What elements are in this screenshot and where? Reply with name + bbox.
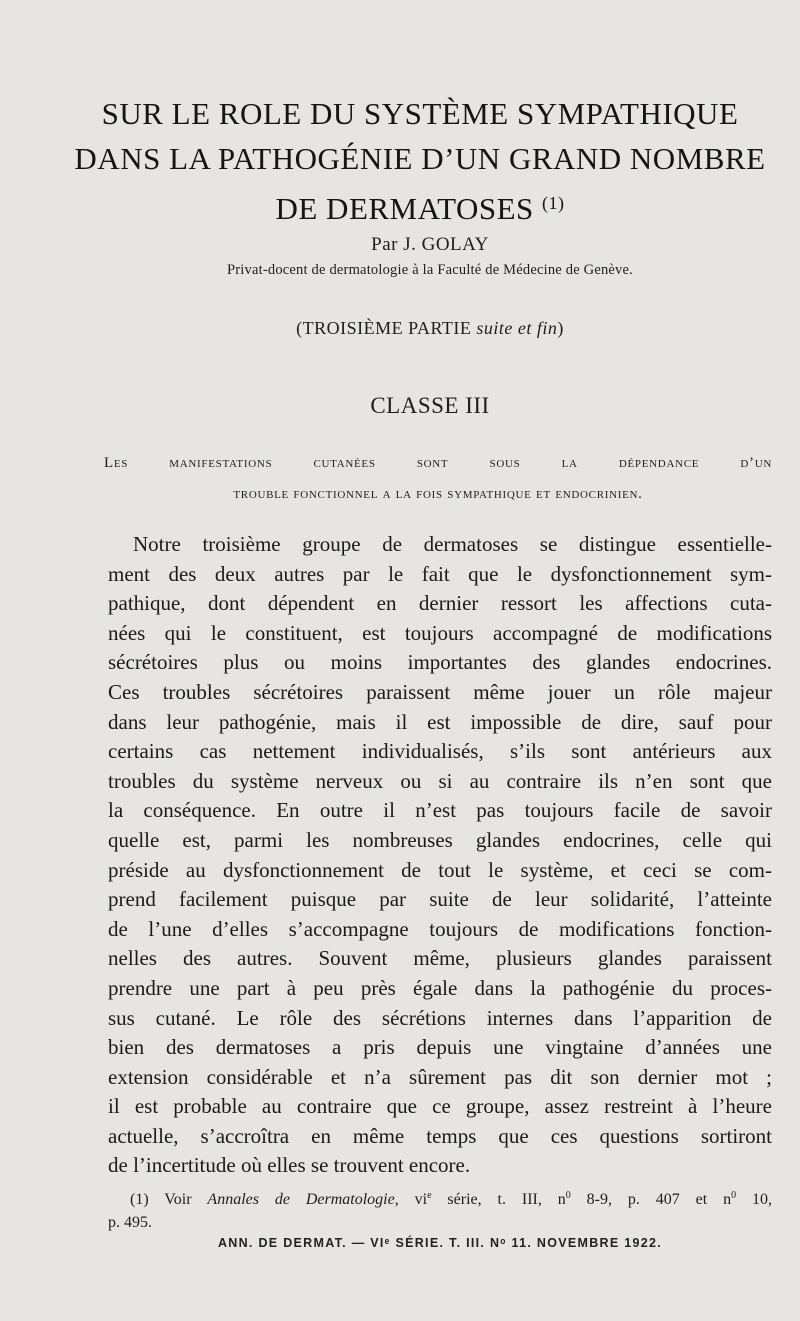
body-line: de l’une d’elles s’accompagne toujours de modifications fonction- <box>108 916 772 941</box>
footnote <box>108 1184 772 1234</box>
author: Par J. GOLAY <box>371 234 489 255</box>
body-line: il est probable au contraire que ce groupe, assez restreint à l’heure <box>108 1094 772 1119</box>
title-line-1: SUR LE ROLE DU SYSTÈME SYMPATHIQUE <box>101 96 739 131</box>
body-line: prend facilement puisque par suite de leur solidarité, l’atteinte <box>108 887 772 912</box>
body-paragraph <box>108 530 772 1181</box>
title-footnote-ref[interactable]: (1) <box>542 193 565 213</box>
footnote-text: 10, <box>736 1191 772 1208</box>
author-affiliation: Privat-docent de dermatologie à la Faculté de Médecine de Genève. <box>227 262 633 278</box>
footnote-text: , vi <box>394 1191 428 1208</box>
body-line: certains cas nettement individualisés, s’ils sont antérieurs aux <box>108 739 772 764</box>
footnote-sup: e <box>427 1190 432 1201</box>
body-line: prendre une part à peu près égale dans la pathogénie du proces- <box>108 975 772 1000</box>
body-line: dans leur pathogénie, mais il est impossible de dire, sauf pour <box>108 709 772 734</box>
body-line: actuelle, s’accroîtra en même temps que ces questions sortiront <box>108 1123 772 1148</box>
subtitle-line-1: Les manifestations cutanées sont sous la dépendance d’un <box>104 455 772 471</box>
body-line: nelles des autres. Souvent même, plusieurs glandes paraissent <box>108 946 772 971</box>
part-label <box>80 318 780 339</box>
title-line-2: DANS LA PATHOGÉNIE D’UN GRAND NOMBRE <box>74 140 766 176</box>
part-italic: suite et fin <box>476 318 558 338</box>
title-line-3 <box>60 181 780 232</box>
body-line: quelle est, parmi les nombreuses glandes endocrines, celle qui <box>108 827 772 852</box>
body-line: nées qui le constituent, est toujours accompagné de modifications <box>108 620 772 645</box>
body-line: sus cutané. Le rôle des sécrétions internes dans l’apparition de <box>108 1005 772 1030</box>
body-line: Notre troisième groupe de dermatoses se distingue essentielle- <box>133 532 772 556</box>
body-line: ment des deux autres par le fait que le dysfonctionnement sym- <box>108 561 772 586</box>
body-line: la conséquence. En outre il n’est pas toujours facile de savoir <box>108 798 772 823</box>
footnote-text: 8-9, p. 407 et n <box>570 1191 732 1208</box>
footnote-journal: Annales de Dermatologie <box>207 1191 395 1208</box>
body-line: troubles du système nerveux ou si au contraire ils n’en sont que <box>108 768 772 793</box>
running-footer: ANN. DE DERMAT. — VIᵉ SÉRIE. T. III. Nᵒ 11. NOVEMBRE 1922. <box>217 1236 663 1250</box>
footnote-marker: (1) Voir <box>130 1191 208 1208</box>
footnote-line-1 <box>108 1184 772 1211</box>
body-line: pathique, dont dépendent en dernier ressort les affections cuta- <box>108 591 772 616</box>
body-line: extension considérable et n’a sûrement pas dit son dernier mot ; <box>108 1064 772 1089</box>
body-line: bien des dermatoses a pris depuis une vingtaine d’années une <box>108 1035 772 1060</box>
title-line-3-text: DE DERMATOSES <box>275 191 543 226</box>
body-line: préside au dysfonctionnement de tout le système, et ceci se com- <box>108 857 772 882</box>
part-suffix: ) <box>557 318 564 338</box>
article-title <box>60 92 780 232</box>
footnote-text: série, t. III, n <box>431 1191 566 1208</box>
body-line: Ces troubles sécrétoires paraissent même jouer un rôle majeur <box>108 679 772 704</box>
subtitle-line-2: trouble fonctionnel a la fois sympathique et endocrinien. <box>233 486 643 502</box>
footnote-line-2: p. 495. <box>108 1214 152 1231</box>
footnote-sup: 0 <box>565 1190 571 1201</box>
section-subtitle <box>104 448 772 510</box>
body-line: de l’incertitude où elles se trouvent encore. <box>108 1153 471 1178</box>
footnote-sup: 0 <box>731 1190 737 1201</box>
body-line: sécrétoires plus ou moins importantes des glandes endocrines. <box>108 650 772 675</box>
part-prefix: (TROISIÈME PARTIE <box>296 318 477 338</box>
section-heading: CLASSE III <box>370 393 490 418</box>
